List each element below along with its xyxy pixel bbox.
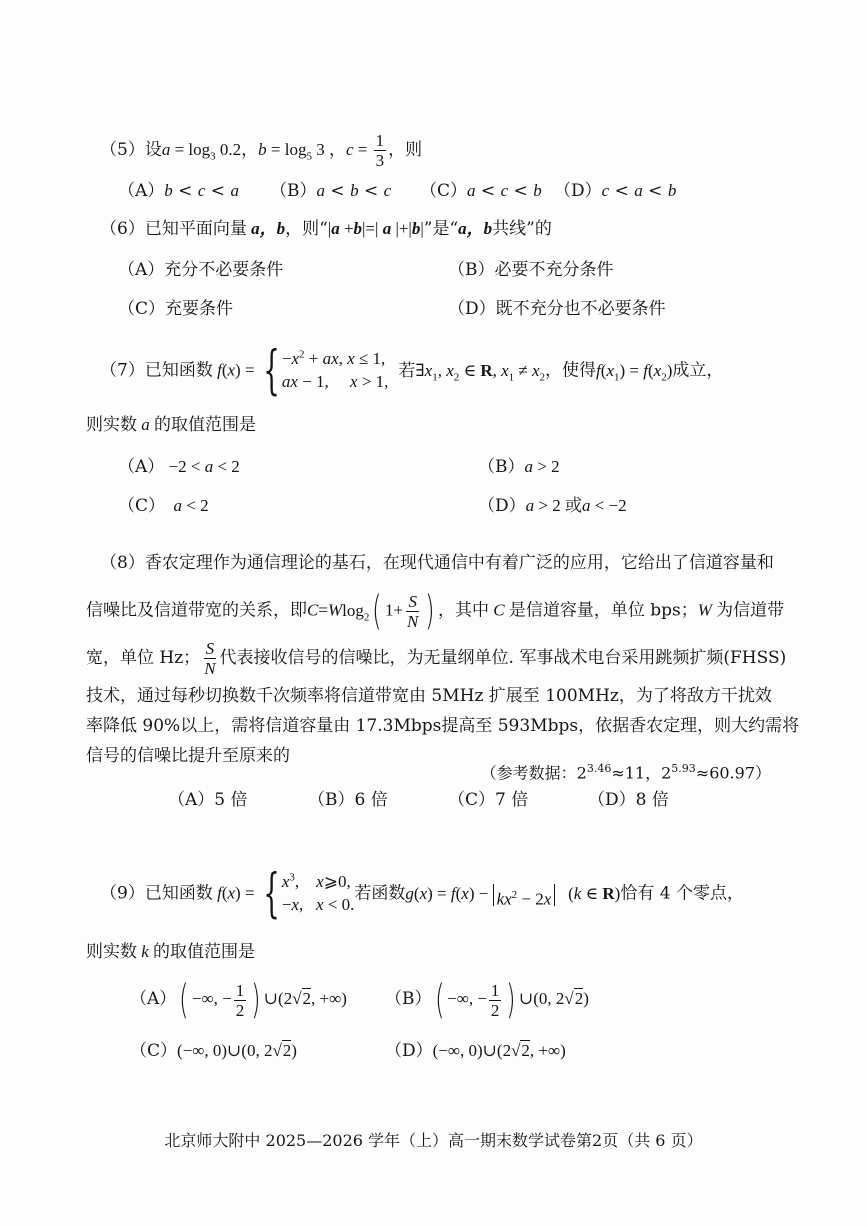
q6-option-c: （C）充要条件	[118, 299, 234, 319]
q9-line2: 则实数 k 的取值范围是	[86, 942, 256, 962]
q9-option-b: （B）( −∞, − $\frac{1}{2}$ ) ∪(0, 2√2)	[385, 977, 589, 1023]
q7-piecewise: $-x^2$ + ax, x ≤ 1, ax − 1, x > 1,	[281, 348, 389, 392]
q6-condition: |a +b|=| a |+|b|	[327, 219, 424, 238]
q5-stem: （5）设$a = \log_3 0.2$，$b = \log_5 3$ ，c = $\frac{1}{3}$ ，则	[100, 131, 423, 170]
q8-reference-data: （参考数据：$2^{3.46}\approx 11$，$2^{5.93}\approx 60.97$）	[480, 762, 771, 783]
q9-function: f	[212, 883, 222, 903]
q8-line6: 信号的信噪比提升至原来的	[86, 746, 290, 766]
q5-options	[118, 180, 676, 202]
q8-line3: 宽，单位 Hz； $\frac{S}{N}$ 代表接收信号的信噪比，为无量纲单位. 军事战术电台采用跳频扩频(FHSS)	[86, 639, 787, 678]
q7-condition: $\exists x_1$, $x_2$ ∈ R, $x_1 \ne x_2$	[415, 360, 546, 383]
q5-number: （5）设	[100, 140, 162, 160]
q8-line5: 率降低 90%以上，需将信道容量由 17.3Mbps提高至 593Mbps，依据香农定理，则大约需将	[86, 716, 800, 736]
q6-option-a: （A）充分不必要条件	[118, 260, 284, 280]
q5-option-d: （D）c < a < b	[554, 181, 677, 201]
q7-brace: {	[263, 341, 280, 401]
q9-g-function: $g(x) = f(x) - kx^2 - 2x$ (k ∈ R)	[405, 883, 621, 909]
q6-stem: （6）已知平面向量 a，b，则“|a +b|=| a |+|b|”是“a，b共线”的	[100, 219, 552, 239]
q9-stem: （9）已知函数 f(x) = { $x^3$, x⩾0, −x, x < 0.若函数$g(x) = f(x) - kx^2 - 2x$ (k ∈ R)恰有 4 个零点，	[100, 864, 744, 924]
q8-option-d: （D）8 倍	[588, 790, 669, 810]
q7-option-a: （A） −2 < a < 2	[118, 457, 240, 477]
q7-stem: （7）已知函数 f(x) = { $-x^2$ + ax, x ≤ 1, ax − 1, x > 1,若$\exists x_1$, $x_2$ ∈ R, $x_1 \ne x_2$，使得$f(x_1) = f(x_2)$成立，	[100, 341, 724, 401]
q7-function: f	[212, 360, 222, 380]
q6-option-d: （D）既不充分也不必要条件	[448, 299, 666, 319]
q9-option-d: （D）(−∞, 0)∪(2√2, +∞)	[385, 1041, 566, 1061]
q9-option-a: （A）( −∞, − $\frac{1}{2}$ ) ∪(2√2, +∞)	[130, 977, 347, 1023]
q5-fraction: $\frac{1}{3}$	[375, 131, 385, 170]
q8-line4: 技术，通过每秒切换数千次频率将信道带宽由 5MHz 扩展至 100MHz，为了将敌方干扰效	[86, 686, 772, 706]
q8-line2: 信噪比及信道带宽的关系，即C=Wlog$_2$( 1+ $\frac{S}{N}$ ) ，其中 C 是信道容量，单位 bps；W 为信道带	[86, 588, 785, 634]
q9-option-c: （C）(−∞, 0)∪(0, 2√2)	[130, 1041, 297, 1061]
q7-option-c: （C） a < 2	[118, 496, 209, 516]
q5-option-b: （B）a < b < c	[270, 181, 392, 201]
q6-option-b: （B）必要不充分条件	[448, 260, 614, 280]
q7-line2: 则实数 a 的取值范围是	[86, 415, 256, 435]
q8-option-c: （C）7 倍	[448, 790, 529, 810]
q5-option-a: （A）b < c < a	[118, 181, 239, 201]
q8-shannon-formula: C	[307, 600, 319, 620]
q8-option-a: （A）5 倍	[168, 790, 248, 810]
q7-option-d: （D）a > 2 或a < −2	[478, 496, 627, 516]
q6-vectors: a，b	[246, 219, 286, 238]
q8-option-b: （B）6 倍	[308, 790, 388, 810]
q8-snr-fraction: $\frac{S}{N}$	[204, 639, 216, 678]
q9-piecewise: $x^3$, x⩾0, −x, x < 0.	[281, 871, 355, 915]
q8-options	[168, 790, 669, 811]
q8-line1: （8）香农定理作为通信理论的基石，在现代通信中有着广泛的应用，它给出了信道容量和	[100, 553, 774, 573]
q5-formula: a	[161, 140, 171, 159]
page-footer: 北京师大附中 2025—2026 学年（上）高一期末数学试卷第2页（共 6 页）	[164, 1131, 703, 1150]
q7-option-b: （B）a > 2	[478, 457, 560, 477]
q9-brace: {	[263, 864, 280, 924]
q5-option-c: （C）a < c < b	[420, 181, 542, 201]
